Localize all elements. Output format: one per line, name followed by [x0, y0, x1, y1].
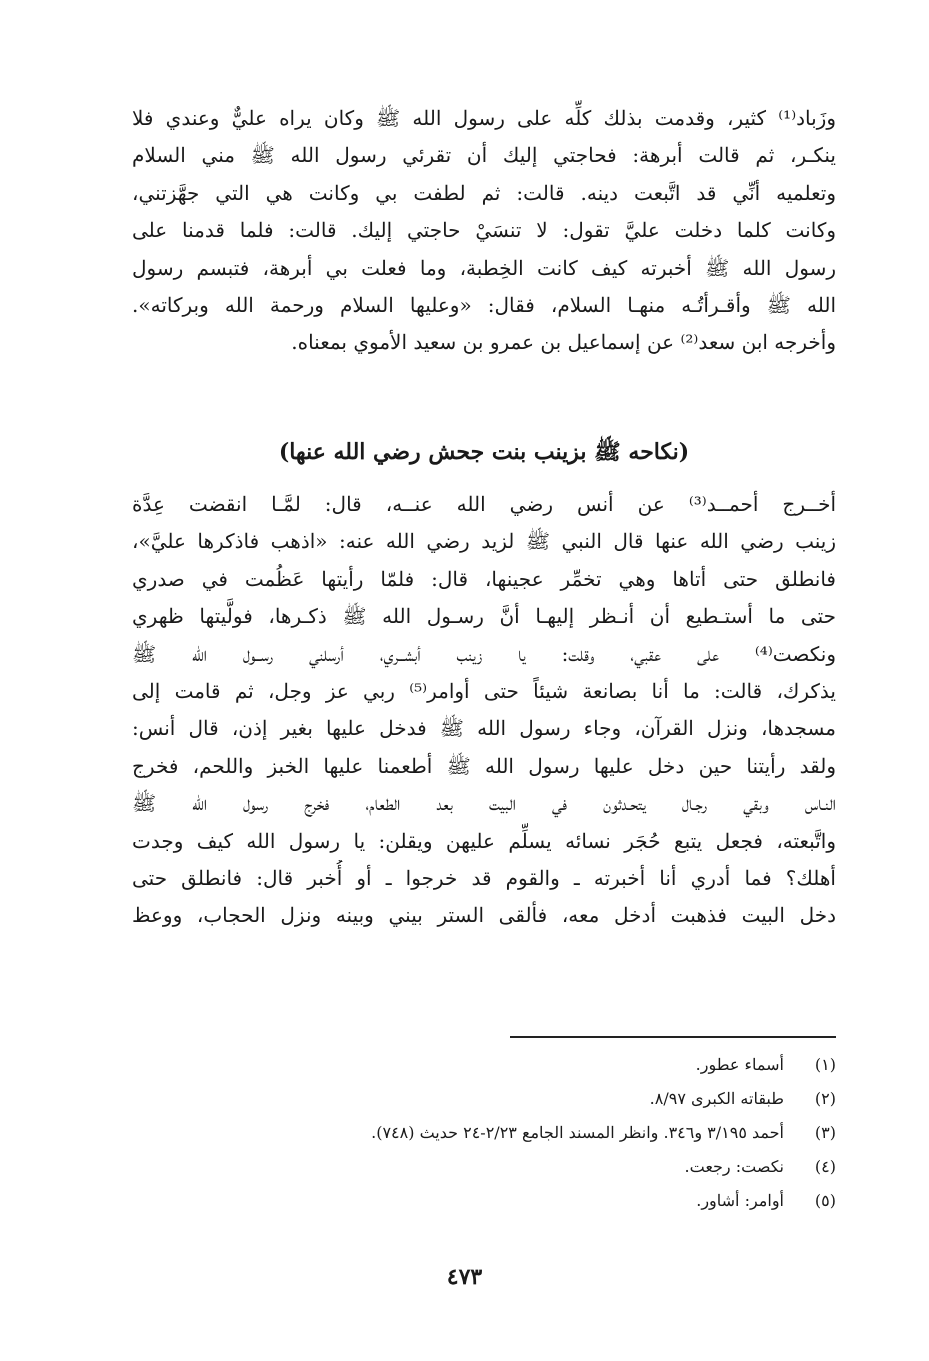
- footnote-divider: [510, 1036, 836, 1038]
- text-line: زينب رضي الله عنها قال النبي ﷺ لزيد رضي الله عنه: «اذهب فاذكرها عليَّ»،: [132, 529, 836, 554]
- footnote-item: [132, 1082, 836, 1116]
- text-line: وأخرجه ابن سعد⁽²⁾ عن إسماعيل بن عمرو بن سعيد الأموي بمعناه.: [291, 330, 836, 355]
- text-line: رسول الله ﷺ أخبرته كيف كانت الخِطبة، وما فعلت بي أبرهة، فتبسم رسول: [132, 255, 836, 280]
- footnotes: [132, 1048, 836, 1218]
- text-line: يذكرك، قالت: ما أنا بصانعة شيئاً حتى أوامر⁽⁵⁾ ربي عز وجل، ثم قامت إلى: [132, 678, 836, 703]
- footnote-text: أوامر: أشاور.: [696, 1191, 784, 1210]
- text-line: وكانت كلما دخلت عليَّ تقول: لا تنسَيْ حاجتي إليك. قالت: فلما قدمنا على: [132, 218, 836, 243]
- text-line: فانطلق حتى أتاها وهي تخمِّر عجينها، قال: فلمّا رأيتها عَظُمت في صدري: [132, 566, 836, 591]
- footnote-text: أحمد ٣/١٩٥ و٣٤٦. وانظر المسند الجامع ٢/٢٣-٢٤ حديث (٧٤٨).: [371, 1123, 784, 1142]
- text-line: النـاس وبقي رجـال يتحـدثون في البيت بعد الطعام، فخرج رسول الله ﷺ: [132, 791, 836, 816]
- footnote-text: طبقاته الكبرى ٨/٩٧.: [649, 1089, 784, 1108]
- text-line: أهلك؟ فما أدري أنا أخبرته ـ والقوم قد خرجوا ـ أو أُخبر قال: فانطلق حتى: [132, 865, 836, 890]
- text-line: واتَّبعته، فجعل يتبع حُجَر نسائه يسلِّم عليهن ويقلن: يا رسول الله كيف وجدت: [132, 828, 836, 853]
- paragraph-2: [132, 486, 836, 935]
- text-line: ينكـر، ثم قالت أبرهة: فحاجتي إليك أن تقرئي رسول الله ﷺ مني السلام: [132, 143, 836, 168]
- footnote-item: [132, 1116, 836, 1150]
- text-line: ولقد رأيتنا حين دخل عليها رسول الله ﷺ أطعمنا عليها الخبز واللحم، فخرج: [132, 753, 836, 778]
- text-line: أخــرج أحمــد⁽³⁾ عن أنس رضي الله عنــه، قال: لمَّـا انقضت عِدَّة: [132, 492, 836, 516]
- text-line: حتى ما أستـطيع أن أنـظر إليهـا أنَّ رسـول الله ﷺ ذكـرها، فولَّيتها ظهري: [132, 604, 836, 629]
- footnote-item: [132, 1184, 836, 1218]
- footnote-number: (٥): [814, 1191, 836, 1210]
- section-heading: (نكاحه ﷺ بزينب بنت جحش رضي الله عنها): [278, 439, 690, 465]
- text-line: ونكصت⁽⁴⁾ على عقبي، وقلت: يا زينب أبشــري، أرسلني رســول الله ﷺ: [132, 641, 836, 666]
- paragraph-1: [132, 100, 836, 362]
- footnote-item: [132, 1048, 836, 1082]
- text-line: الله ﷺ وأقـرأتُـه منهـا السلام، فقال: «وعليها السلام ورحمة الله وبركاته».: [132, 292, 836, 317]
- footnote-text: نكصت: رجعت.: [684, 1157, 784, 1176]
- footnote-number: (١): [814, 1055, 836, 1074]
- text-line: وزَباد⁽¹⁾ كثير، وقدمت بذلك كلِّه على رسول الله ﷺ وكان يراه عليٌّ وعندي فلا: [132, 106, 836, 130]
- text-line: مسجدها، ونزل القرآن، وجاء رسول الله ﷺ فدخل عليها بغير إذن، قال أنس:: [132, 716, 836, 741]
- footnote-number: (٣): [814, 1123, 836, 1142]
- text-line: وتعلميه أنِّي قد اتَّبعت دينه. قالت: ثم لطفت بي وكانت هي التي جهَّزتني،: [132, 180, 836, 205]
- footnote-number: (٤): [814, 1157, 836, 1176]
- footnote-text: أسماء عطور.: [695, 1055, 784, 1074]
- page-number: ٤٧٣: [446, 1264, 483, 1290]
- footnote-number: (٢): [814, 1089, 836, 1108]
- footnote-item: [132, 1150, 836, 1184]
- text-line: دخل البيت فذهبت أدخل معه، فألقى الستر بيني وبينه ونزل الحجاب، ووعظ: [132, 903, 836, 928]
